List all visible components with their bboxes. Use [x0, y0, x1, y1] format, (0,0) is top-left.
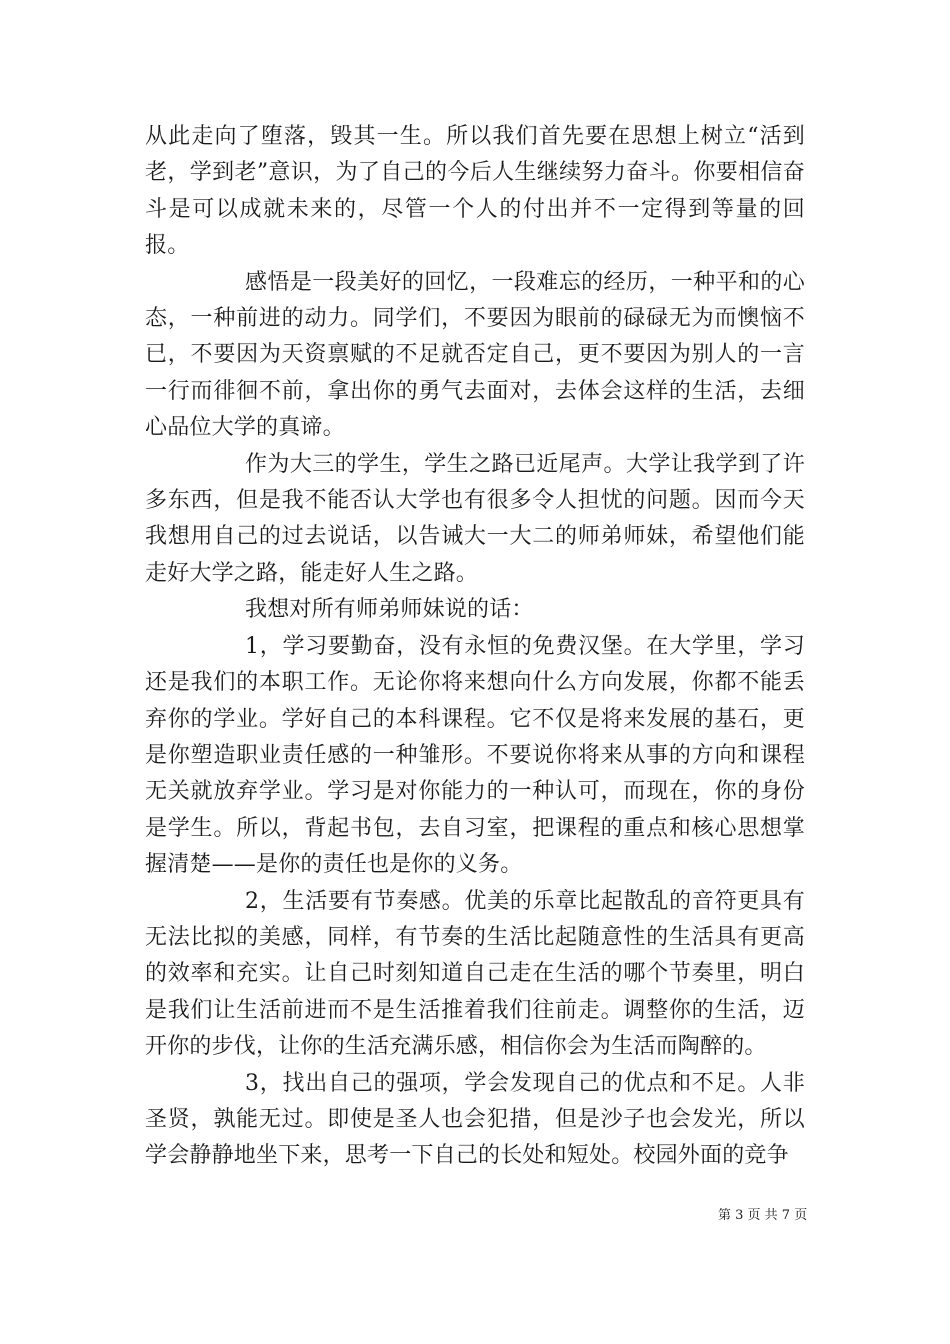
document-body: [145, 119, 805, 1175]
paragraph-reflection: 感悟是一段美好的回忆，一段难忘的经历，一种平和的心态，一种前进的动力。同学们，不要因为眼前的碌碌无为而懊恼不已，不要因为天资禀赋的不足就否定自己，更不要因为别人的一言一行而徘徊不前，拿出你的勇气去面对，去体会这样的生活，去细心品位大学的真谛。: [145, 269, 805, 441]
paragraph-advice-3: 3，找出自己的强项，学会发现自己的优点和不足。人非圣贤，孰能无过。即使是圣人也会犯措，但是沙子也会发光，所以学会静静地坐下来，思考一下自己的长处和短处。校园外面的竞争: [145, 1070, 805, 1169]
page-number-footer: 第 3 页 共 7 页: [718, 1208, 808, 1223]
paragraph-advice-intro: 我想对所有师弟师妹说的话：: [245, 597, 534, 623]
paragraph-continuation: 从此走向了堕落，毁其一生。所以我们首先要在思想上树立“活到老，学到老”意识，为了自己的今后人生继续努力奋斗。你要相信奋斗是可以成就未来的，尽管一个人的付出并不一定得到等量的回报。: [145, 124, 805, 259]
paragraph-junior-year: 作为大三的学生，学生之路已近尾声。大学让我学到了许多东西，但是我不能否认大学也有很多令人担忧的问题。因而今天我想用自己的过去说话，以告诫大一大二的师弟师妹，希望他们能走好大学之路，能走好人生之路。: [145, 451, 805, 586]
paragraph-advice-1: 1，学习要勤奋，没有永恒的免费汉堡。在大学里，学习还是我们的本职工作。无论你将来想向什么方向发展，你都不能丢弃你的学业。学好自己的本科课程。它不仅是将来发展的基石，更是你塑造职业责任感的一种雏形。不要说你将来从事的方向和课程无关就放弃学业。学习是对你能力的一种认可，而现在，你的身份是学生。所以，背起书包，去自习室，把课程的重点和核心思想掌握清楚——是你的责任也是你的义务。: [145, 633, 805, 878]
paragraph-advice-2: 2，生活要有节奏感。优美的乐章比起散乱的音符更具有无法比拟的美感，同样，有节奏的生活比起随意性的生活具有更高的效率和充实。让自己时刻知道自己走在生活的哪个节奏里，明白是我们让生活前进而不是生活推着我们往前走。调整你的生活，迈开你的步伐，让你的生活充满乐感，相信你会为生活而陶醉的。: [145, 888, 805, 1060]
